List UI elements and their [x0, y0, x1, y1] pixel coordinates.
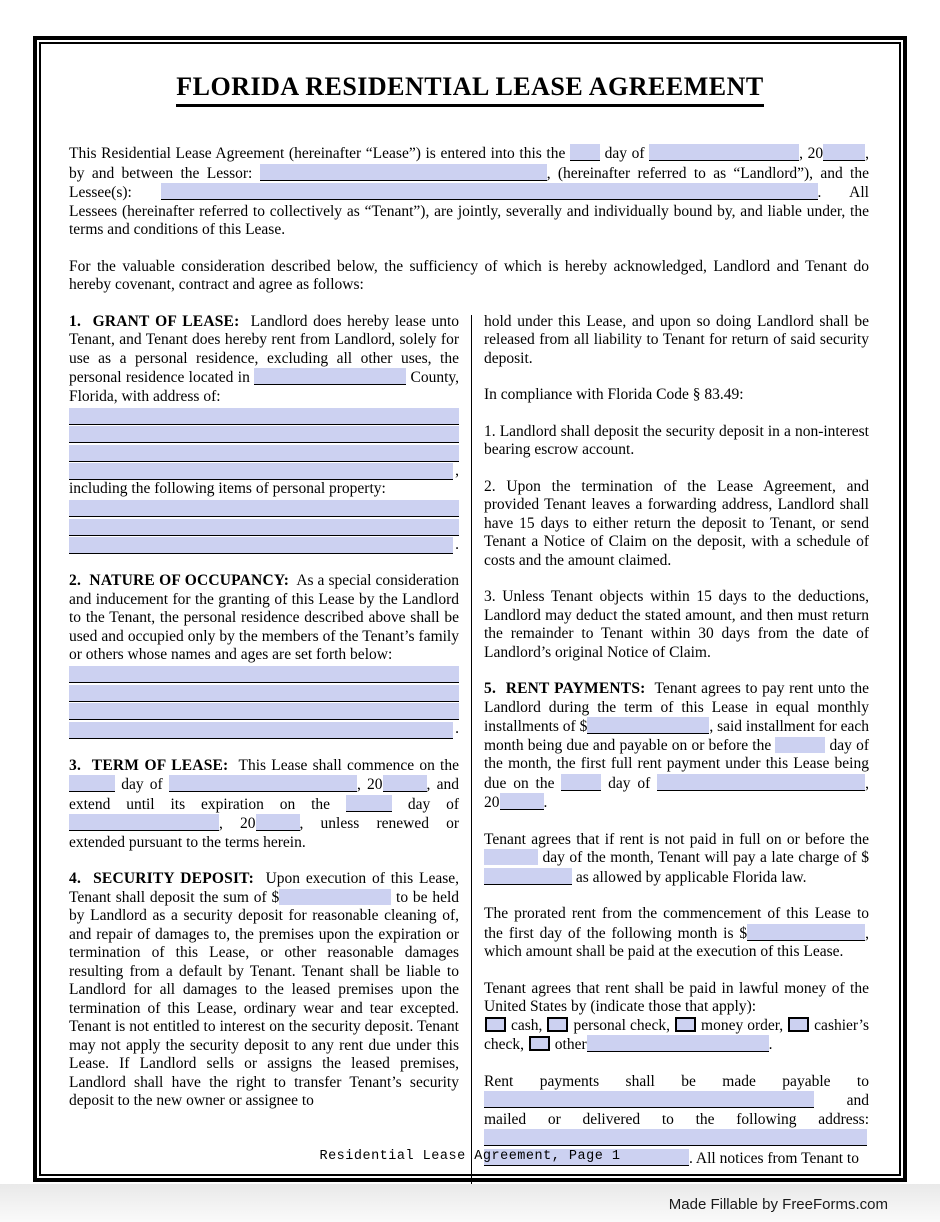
monthly-rent-amount-field[interactable]	[587, 717, 709, 734]
section-2-nature-of-occupancy: 2. NATURE OF OCCUPANCY: As a special consideration and inducement for the granting of this Lease by the Landlord to the Tenant, the personal residence described above shall be used and occupied only by the members of the Tenant’s family or others whose names and ages are set forth below:	[69, 572, 459, 663]
page-footer: Residential Lease Agreement, Page 1	[319, 1149, 621, 1164]
field-row	[69, 499, 459, 518]
lessee-name-field[interactable]	[161, 183, 818, 200]
prorated-rent-amount-field[interactable]	[747, 924, 865, 941]
code-item-1: 1. Landlord shall deposit the security deposit in a non-interest bearing escrow account.	[484, 422, 869, 458]
consideration-paragraph: For the valuable consideration described below, the sufficiency of which is hereby acknowledged, Landlord and Tenant do hereby covenant, contract and agree as follows:	[69, 257, 869, 293]
field-row	[69, 536, 459, 555]
first-payment-year-field[interactable]	[500, 793, 544, 810]
code-item-3: 3. Unless Tenant objects within 15 days to the deductions, Landlord may deduct the stated amount, and then must return the remainder to Tenant within 30 days from the date of Landlord’s original Notice of Claim.	[484, 588, 869, 661]
first-payment-month-field[interactable]	[657, 774, 865, 791]
security-deposit-amount-field[interactable]	[279, 889, 391, 905]
payment-address-line1-field[interactable]	[484, 1129, 867, 1146]
section-heading: 5. RENT PAYMENTS:	[484, 680, 646, 697]
cash-checkbox[interactable]	[485, 1017, 506, 1032]
personal-property-lead: including the following items of personal property:	[69, 480, 386, 497]
credit-text: Made Fillable by FreeForms.com	[668, 1196, 888, 1213]
property-address-field-line[interactable]	[69, 445, 459, 462]
commencement-month-field[interactable]	[169, 775, 357, 792]
other-checkbox[interactable]	[529, 1036, 550, 1051]
field-row	[69, 665, 459, 684]
personal-property-field-line[interactable]	[69, 519, 459, 536]
occupants-names-ages-field-line[interactable]	[69, 703, 459, 720]
personal-check-checkbox[interactable]	[547, 1017, 568, 1032]
section-heading: 1. GRANT OF LEASE:	[69, 312, 240, 330]
code-item-2: 2. Upon the termination of the Lease Agreement, and provided Tenant leaves a forwarding address, Landlord shall have 15 days to either return the deposit to Tenant, or send Tenant a Notice of Claim on the deposit, with a schedule of costs and the amount claimed.	[484, 477, 869, 569]
other-payment-method-field[interactable]	[587, 1035, 769, 1052]
section-3-term-of-lease: 3. TERM OF LEASE: This Lease shall commence on the day of , 20 , and extend until its expiration on the day of , 20 , unless renewed or extended pursuant to the terms herein.	[69, 756, 460, 851]
field-row	[69, 683, 459, 702]
payable-to-field[interactable]	[484, 1091, 814, 1108]
page-title	[69, 72, 871, 102]
section-5-rent-payments: 5. RENT PAYMENTS: Tenant agrees to pay rent unto the Landlord during the term of this Lease in equal monthly installments of $ , said installment for each month being due and payable on or before the day of the month, the first full rent payment under this Lease being due on the day of , 20 .	[484, 680, 870, 811]
expiration-day-field[interactable]	[346, 795, 392, 812]
property-address-field-line[interactable]	[69, 463, 453, 480]
field-row	[69, 406, 459, 425]
punctuation: .	[455, 720, 459, 737]
payable-to-paragraph: Rent payments shall be made payable to and mailed or delivered to the following address: . All notices from Tenant to	[484, 1072, 869, 1167]
commencement-day-field[interactable]	[69, 775, 115, 792]
personal-property-field-line[interactable]	[69, 537, 453, 554]
left-column	[69, 313, 459, 1187]
execution-day-field[interactable]	[570, 144, 600, 161]
prorated-rent-paragraph: The prorated rent from the commencement of this Lease to the first day of the following month is $ , which amount shall be paid at the execution of this Lease.	[484, 905, 869, 960]
two-column-body	[69, 313, 869, 1187]
field-row	[69, 517, 459, 536]
intro-block	[69, 144, 869, 295]
personal-property-field-line[interactable]	[69, 500, 459, 517]
section-heading: 3. TERM OF LEASE:	[69, 756, 229, 774]
execution-month-field[interactable]	[649, 144, 799, 161]
page-title-text: FLORIDA RESIDENTIAL LEASE AGREEMENT	[176, 72, 763, 107]
right-column	[484, 313, 869, 1187]
occupants-names-ages-field-line[interactable]	[69, 666, 459, 683]
property-address-field-block	[69, 406, 459, 480]
money-order-checkbox[interactable]	[675, 1017, 696, 1032]
late-charge-paragraph: Tenant agrees that if rent is not paid in full on or before the day of the month, Tenant will pay a late charge of $ as allowed by applicable Florida law.	[484, 830, 869, 886]
county-field[interactable]	[254, 368, 406, 385]
first-payment-day-field[interactable]	[561, 774, 601, 791]
security-deposit-continuation: hold under this Lease, and upon so doing Landlord shall be released from all liability to Tenant for return of said security deposit.	[484, 312, 869, 367]
occupants-names-ages-field-line[interactable]	[69, 685, 459, 702]
field-row	[69, 443, 459, 462]
rent-due-day-field[interactable]	[775, 737, 825, 753]
florida-code-lead: In compliance with Florida Code § 83.49:	[484, 386, 744, 403]
section-1-grant-of-lease: 1. GRANT OF LEASE: Landlord does hereby lease unto Tenant, and Tenant does hereby rent from Landlord, solely for use as a personal residence, excluding all other uses, the personal residence located in County, Florida, with address of:	[69, 312, 460, 405]
punctuation: .	[455, 535, 459, 553]
payment-method-paragraph: Tenant agrees that rent shall be paid in lawful money of the United States by (indicate those that apply): cash, personal check, money order, cashier’s check, other .	[484, 979, 869, 1053]
personal-property-field-block	[69, 499, 459, 555]
field-row	[69, 462, 459, 481]
commencement-year-field[interactable]	[383, 775, 427, 792]
expiration-month-field[interactable]	[69, 814, 219, 831]
late-after-day-field[interactable]	[484, 849, 538, 865]
intro-paragraph: This Residential Lease Agreement (hereinafter “Lease”) is entered into this the day of , 20 , by and between the Lessor: , (hereinafter referred to as “Landlord”), and the Lessee(s): . All Lessees (hereinafter referred to collectively as “Tenant”), are jointly, severally and individually bound by, and liable under, the terms and conditions of this Lease.	[69, 145, 869, 238]
late-charge-amount-field[interactable]	[484, 868, 572, 885]
lessor-name-field[interactable]	[260, 164, 547, 181]
occupants-names-ages-field-line[interactable]	[69, 722, 453, 739]
cashiers-check-checkbox[interactable]	[788, 1017, 809, 1032]
field-row	[69, 702, 459, 721]
expiration-year-field[interactable]	[256, 814, 300, 831]
property-address-field-line[interactable]	[69, 408, 459, 425]
document-border-frame	[33, 36, 907, 1182]
field-row	[69, 720, 459, 739]
document-page	[39, 42, 901, 1176]
section-heading: 4. SECURITY DEPOSIT:	[69, 870, 254, 887]
punctuation: ,	[455, 461, 459, 479]
column-divider-line	[471, 315, 472, 1185]
field-row	[69, 425, 459, 444]
execution-year-field[interactable]	[823, 144, 865, 161]
section-4-security-deposit: 4. SECURITY DEPOSIT: Upon execution of this Lease, Tenant shall deposit the sum of $ to be held by Landlord as a security deposit for reasonable cleaning of, and repair of damages to, the premises upon the expiration or termination of this Lease, or other reasonable damages resulting from a default by Tenant. Tenant shall be liable to Landlord for all damages to the leased premises upon the termination of this Lease, ordinary wear and tear excepted. Tenant is not entitled to interest on the security deposit. Tenant may not apply the security deposit to any rent due under this Lease. If Landlord sells or assigns the leased premises, Landlord shall have the right to transfer Tenant’s security deposit to the new owner or assignee to	[69, 870, 460, 1109]
section-heading: 2. NATURE OF OCCUPANCY:	[69, 572, 290, 589]
property-address-field-line[interactable]	[69, 426, 459, 443]
occupants-names-ages-field-block	[69, 665, 459, 739]
